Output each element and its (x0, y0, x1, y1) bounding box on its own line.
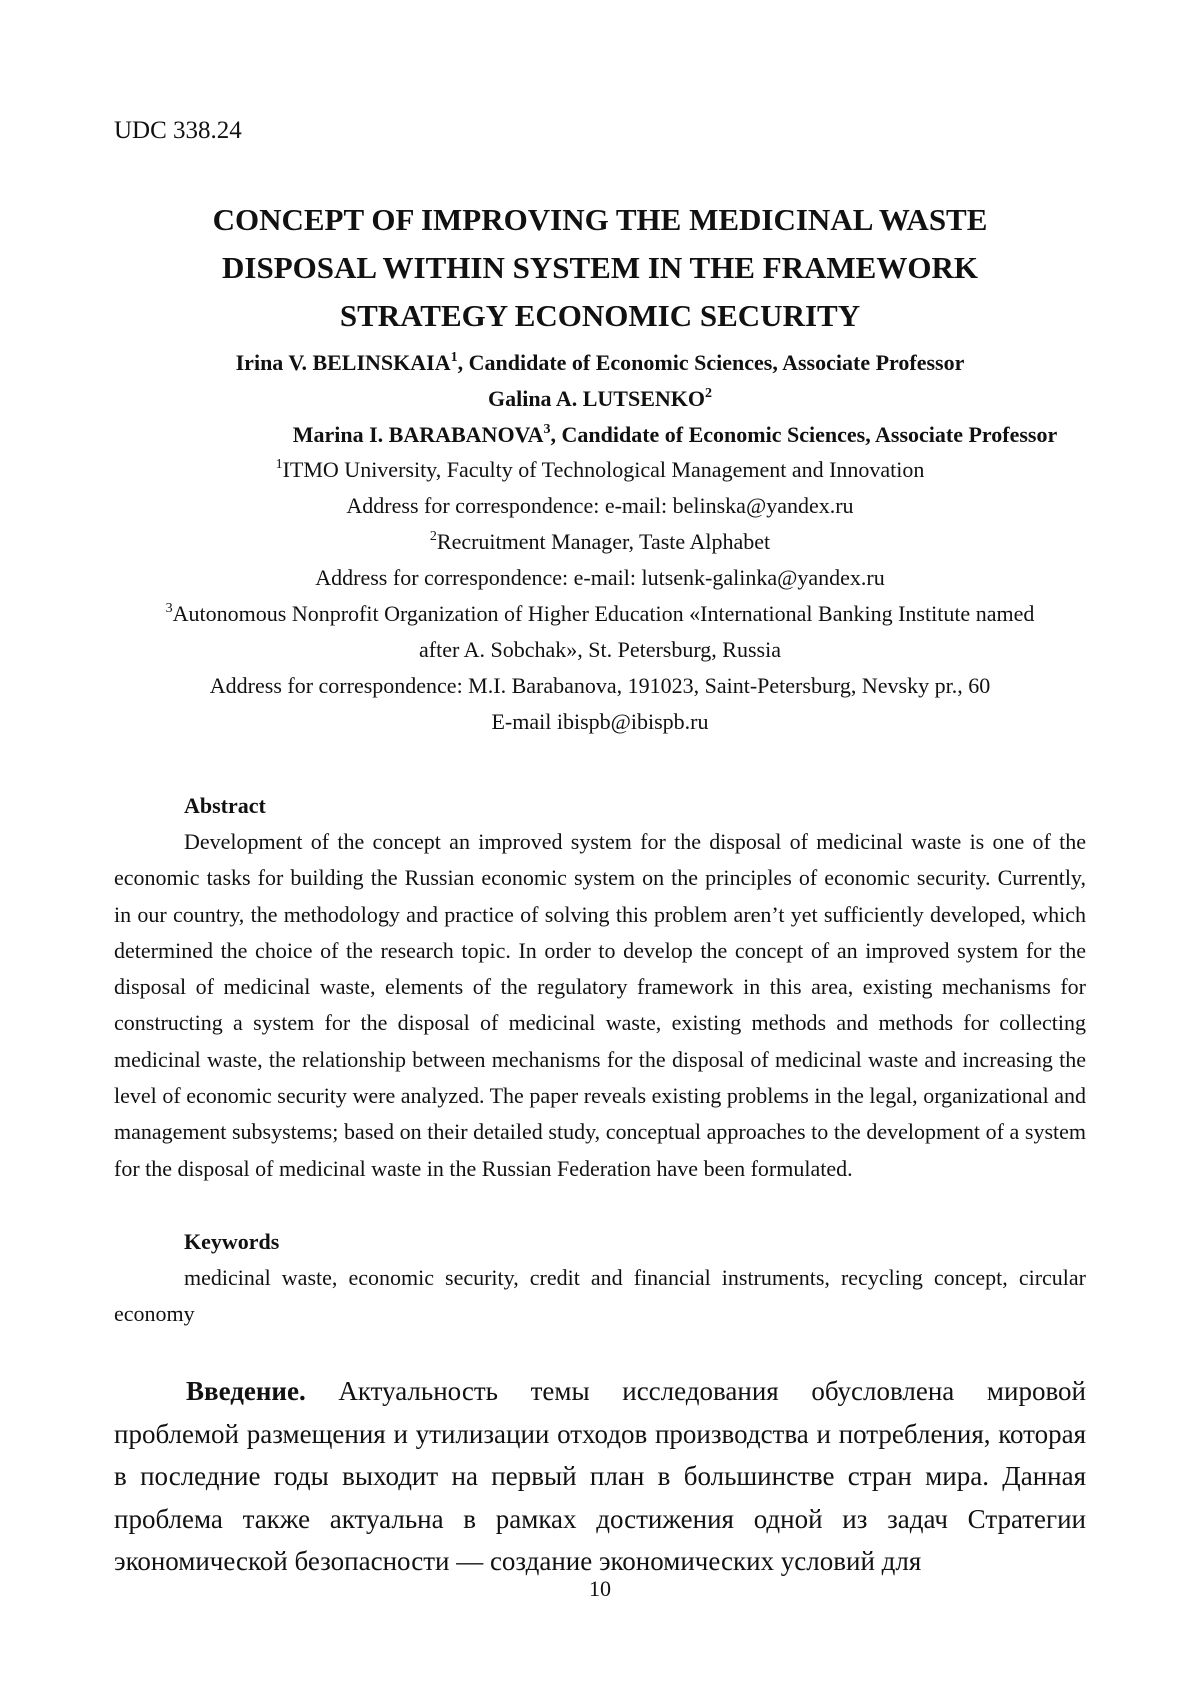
introduction-lead: Введение. (186, 1376, 306, 1406)
introduction-text: Актуальность темы исследования обусловлена мировой проблемой размещения и утилизации отходов производства и потребления, которая в последние годы выходит на первый план в большинстве стран мира. Данная проблема также актуальна в рамках достижения одной из задач Стратегии экономической безопасности — создание экономических условий для (114, 1376, 1086, 1576)
correspondence-email: Address for correspondence: e-mail: belinska@yandex.ru (346, 493, 854, 518)
paper-title (114, 196, 1086, 340)
author-affiliation-mark: 1 (450, 350, 458, 365)
title-line: CONCEPT OF IMPROVING THE MEDICINAL WASTE (212, 202, 988, 237)
author-name: Irina V. BELINSKAIA (235, 350, 451, 375)
affiliation-text: ITMO University, Faculty of Technological Management and Innovation (282, 457, 925, 482)
affiliation-line-continued: after A. Sobchak», St. Petersburg, Russia (419, 637, 781, 662)
abstract-heading: Abstract (184, 793, 266, 818)
affiliation-text: Autonomous Nonprofit Organization of Higher Education «International Banking Institute named (172, 601, 1035, 626)
affiliation-mark: 2 (429, 529, 437, 544)
correspondence-email: Address for correspondence: e-mail: lutsenk-galinka@yandex.ru (315, 565, 885, 590)
introduction-paragraph (114, 1370, 1086, 1583)
abstract-text: Development of the concept an improved system for the disposal of medicinal waste is one of the economic tasks for building the Russian economic system on the principles of economic security. Currently, in our country, the methodology and practice of solving this problem aren’t yet sufficiently developed, which determined the choice of the research topic. In order to develop the concept of an improved system for the disposal of medicinal waste, elements of the regulatory framework in this area, existing mechanisms for constructing a system for the disposal of medicinal waste, existing methods and methods for collecting medicinal waste, the relationship between mechanisms for the disposal of medicinal waste and increasing the level of economic security were analyzed. The paper reveals existing problems in the legal, organizational and management subsystems; based on their detailed study, conceptual approaches to the development of a system for the disposal of medicinal waste in the Russian Federation have been formulated. (114, 829, 1086, 1181)
author-line (114, 381, 1086, 417)
author-line (114, 345, 1086, 381)
title-line: DISPOSAL WITHIN SYSTEM IN THE FRAMEWORK (222, 250, 978, 285)
author-list (114, 345, 1086, 453)
author-name: Galina A. LUTSENKO (487, 386, 705, 411)
affiliation-mark: 3 (165, 601, 173, 616)
correspondence-address: Address for correspondence: M.I. Barabanova, 191023, Saint-Petersburg, Nevsky pr., 60 (209, 673, 991, 698)
page-number: 10 (589, 1576, 611, 1601)
keywords-heading: Keywords (184, 1229, 280, 1254)
affiliation-line (114, 596, 1086, 632)
author-degree: , Candidate of Economic Sciences, Associate Professor (457, 350, 965, 375)
affiliation-mark: 1 (275, 457, 283, 472)
author-name: Marina I. BARABANOVA (292, 422, 544, 447)
title-line: STRATEGY ECONOMIC SECURITY (339, 298, 861, 333)
affiliation-line (114, 524, 1086, 560)
author-degree: , Candidate of Economic Sciences, Associate Professor (550, 422, 1058, 447)
keywords-text: medicinal waste, economic security, credit and financial instruments, recycling concept, circular economy (114, 1265, 1086, 1326)
author-affiliation-mark: 2 (705, 386, 712, 401)
affiliation-line (114, 452, 1086, 488)
affiliation-text: Recruitment Manager, Taste Alphabet (436, 529, 771, 554)
author-line (114, 417, 1086, 453)
author-affiliation-mark: 3 (543, 422, 551, 437)
udc-code: UDC 338.24 (114, 117, 242, 144)
correspondence-email: E-mail ibispb@ibispb.ru (491, 709, 709, 734)
affiliation-block (114, 452, 1086, 740)
